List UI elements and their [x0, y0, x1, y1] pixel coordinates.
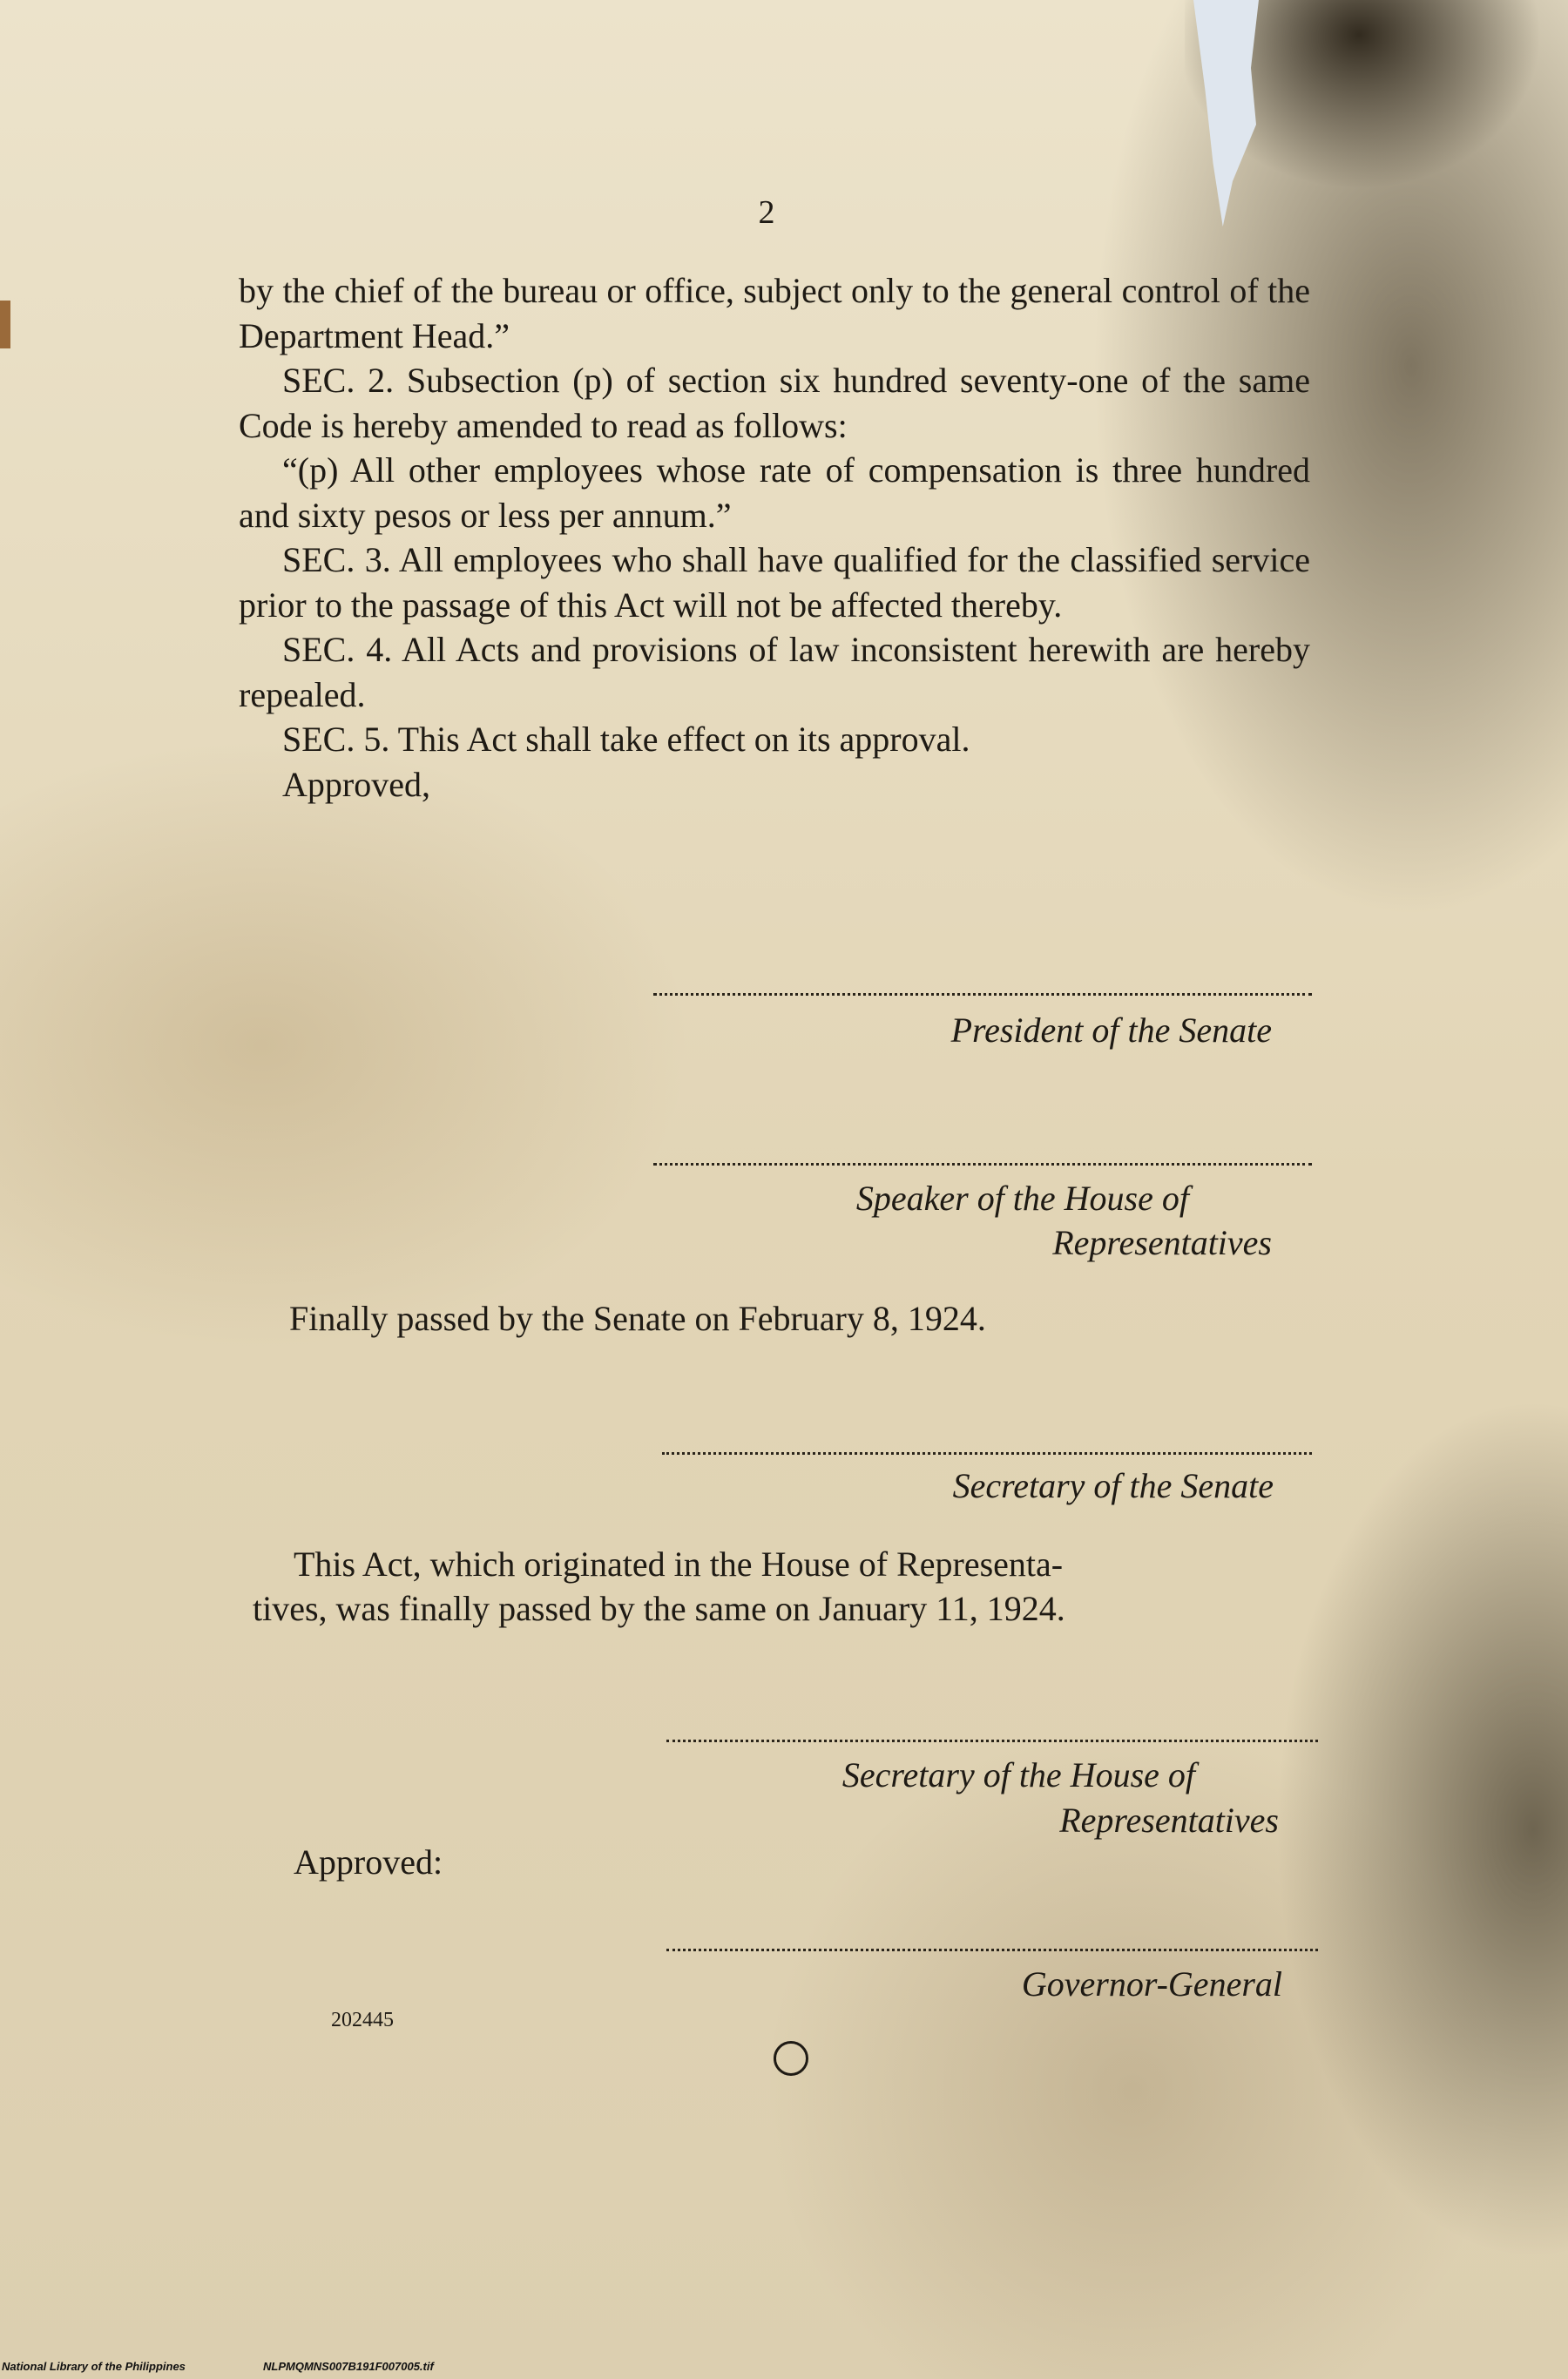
house-passage-line2: tives, was finally passed by the same on January 11, 1924.: [253, 1589, 1065, 1628]
paragraph-sec-4: SEC. 4. All Acts and provisions of law inconsistent herewith are hereby repealed.: [239, 630, 1310, 714]
speaker-label-line2: Representatives: [1052, 1223, 1272, 1262]
page-number: 2: [758, 194, 775, 231]
paragraph-subsection-p: “(p) All other employees whose rate of compensation is three hundred and sixty pesos or less per annum.”: [239, 450, 1310, 535]
edge-tab: [0, 301, 10, 348]
signature-line-governor: [666, 1949, 1318, 1951]
president-senate-label: President of the Senate: [950, 1010, 1272, 1050]
speaker-label-line1: Speaker of the House of: [855, 1179, 1189, 1218]
paragraph-sec-5: SEC. 5. This Act shall take effect on its approval.: [282, 720, 970, 759]
paragraph-sec-3: SEC. 3. All employees who shall have qualified for the classified service prior to the passage of this Act will not be affected thereby.: [239, 540, 1310, 625]
paragraph-approved: Approved,: [282, 764, 430, 804]
signature-line-speaker: [653, 1163, 1312, 1166]
document-code: 202445: [331, 2009, 394, 2031]
act-body: [239, 268, 1310, 807]
secretary-senate-label: Secretary of the Senate: [952, 1466, 1274, 1505]
secretary-house-label-line2: Representatives: [1059, 1801, 1279, 1840]
punch-hole: [774, 2041, 808, 2076]
governor-general-label: Governor-General: [1021, 1964, 1282, 2004]
senate-passage: Finally passed by the Senate on February 8, 1924.: [289, 1299, 986, 1338]
signature-line-senate-secretary: [662, 1452, 1312, 1455]
signature-line-president: [653, 993, 1312, 996]
footer-file: NLPMQMNS007B191F007005.tif: [263, 2360, 434, 2373]
scan-footer: [0, 2355, 1568, 2377]
house-passage-line1: This Act, which originated in the House of Representa-: [294, 1544, 1064, 1584]
paragraph-sec-2: SEC. 2. Subsection (p) of section six hundred seventy-one of the same Code is hereby amended to read as follows:: [239, 361, 1310, 445]
footer-library: National Library of the Philippines: [2, 2360, 186, 2373]
approved-label: Approved:: [294, 1842, 443, 1882]
paragraph-continuation: by the chief of the bureau or office, subject only to the general control of the Department Head.”: [239, 271, 1310, 355]
signature-line-house-secretary: [666, 1740, 1318, 1742]
secretary-house-label-line1: Secretary of the House of: [841, 1755, 1195, 1794]
